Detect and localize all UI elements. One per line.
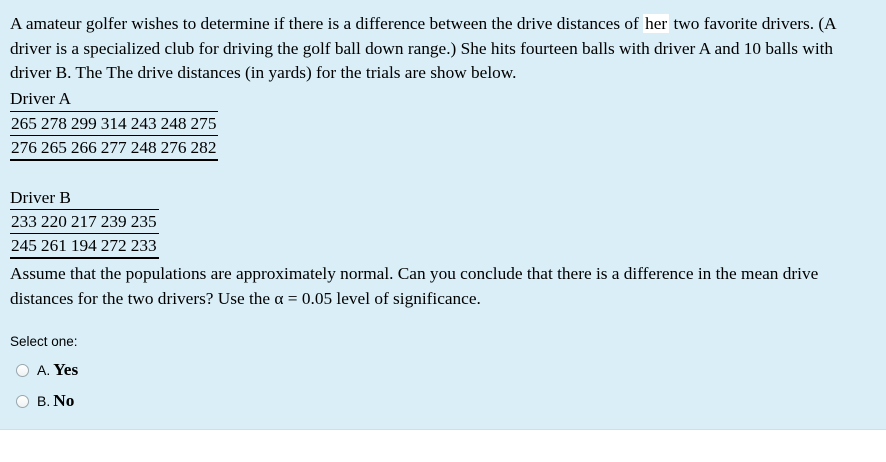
option-label: Yes (53, 360, 79, 379)
table-cell: 272 (99, 234, 129, 259)
table-cell: 282 (189, 136, 219, 161)
table-cell: 243 (129, 112, 159, 136)
option-letter: B. (37, 393, 51, 409)
table-cell: 265 (10, 112, 39, 136)
table-cell: 217 (69, 210, 99, 234)
table-cell: 278 (39, 112, 69, 136)
table-cell: 194 (69, 234, 99, 259)
table-cell: 266 (69, 136, 99, 161)
table-cell: 233 (10, 210, 39, 234)
highlighted-word: her (645, 14, 668, 33)
driver-b-table (10, 209, 159, 259)
option-letter: A. (37, 362, 51, 378)
table-cell: 275 (189, 112, 219, 136)
table-cell: 299 (69, 112, 99, 136)
table-cell: 261 (39, 234, 69, 259)
driver-a-label: Driver A (10, 89, 71, 108)
table-row (10, 234, 159, 259)
table-row (10, 136, 218, 161)
select-one-label: Select one: (10, 334, 78, 349)
table-cell: 248 (129, 136, 159, 161)
assumption-text: Assume that the populations are approximately normal. Can you conclude that there is a difference in the mean drive distances for the two drivers? Use the α = 0.05 level of significance. (10, 264, 819, 308)
table-cell: 220 (39, 210, 69, 234)
table-cell: 239 (99, 210, 129, 234)
table-cell: 265 (39, 136, 69, 161)
question-text-part1: A amateur golfer wishes to determine if there is a difference between the drive distances of (10, 14, 644, 33)
driver-a-table (10, 111, 218, 161)
table-cell: 245 (10, 234, 39, 259)
option-no[interactable] (16, 391, 74, 411)
option-label: No (53, 391, 75, 410)
radio-no[interactable] (16, 395, 29, 408)
radio-yes[interactable] (16, 364, 29, 377)
table-cell: 233 (129, 234, 159, 259)
table-cell: 248 (159, 112, 189, 136)
question-text-part2: two favorite drivers. (A driver is a specialized club for driving the golf ball down range.) She hits fourteen balls with driver A and 10 balls with driver B. The The drive distances (in yards) for the trials are show below. (10, 14, 836, 82)
option-yes[interactable] (16, 360, 78, 380)
question-text (10, 12, 870, 86)
table-row (10, 210, 159, 234)
driver-b-label: Driver B (10, 188, 71, 207)
table-row (10, 112, 218, 136)
table-cell: 277 (99, 136, 129, 161)
table-cell: 314 (99, 112, 129, 136)
table-cell: 235 (129, 210, 159, 234)
table-cell: 276 (159, 136, 189, 161)
table-cell: 276 (10, 136, 39, 161)
